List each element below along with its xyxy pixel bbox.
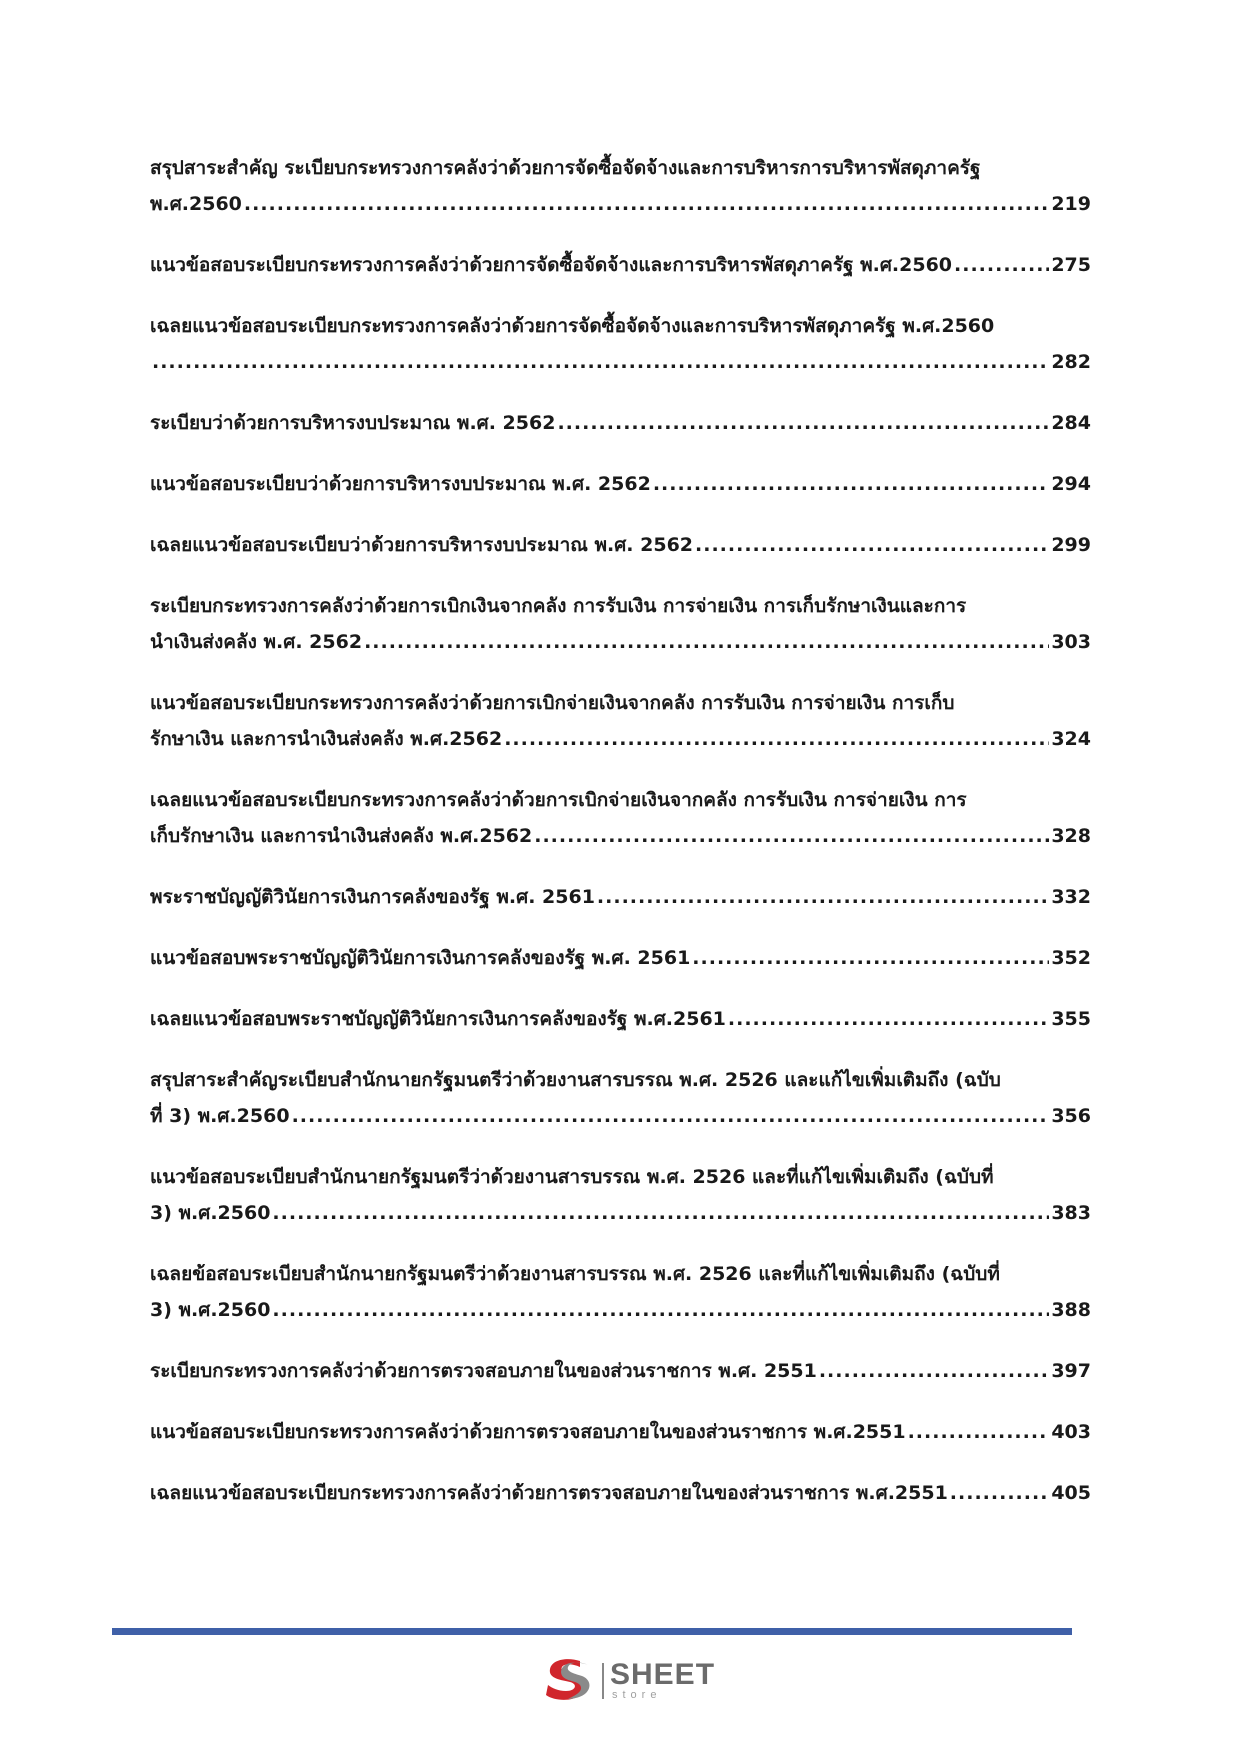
toc-page-number: 284: [1051, 412, 1091, 434]
toc-entry-title-line: ระเบียบกระทรวงการคลังว่าด้วยการเบิกเงินจากคลัง การรับเงิน การจ่ายเงิน การเก็บรักษาเงินและการ: [150, 595, 967, 617]
sheet-store-logo: [540, 1655, 716, 1705]
toc-page-number: 355: [1051, 1008, 1091, 1030]
toc-entry-title-end: นำเงินส่งคลัง พ.ศ. 2562: [150, 631, 363, 653]
toc-entry[interactable]: [150, 405, 1091, 441]
toc-entry[interactable]: [150, 1159, 1091, 1231]
toc-entry[interactable]: [150, 940, 1091, 976]
toc-page-number: 388: [1051, 1299, 1091, 1321]
dot-leader: [272, 1195, 1049, 1231]
toc-entry-title-line: สรุปสาระสำคัญ ระเบียบกระทรวงการคลังว่าด้วยการจัดซื้อจัดจ้างและการบริหารการบริหารพัสดุภาครัฐ: [150, 157, 981, 179]
toc-page-number: 328: [1051, 825, 1091, 847]
toc-entry[interactable]: [150, 308, 1091, 380]
toc-entry-title-end: เฉลยแนวข้อสอบระเบียบว่าด้วยการบริหารงบประมาณ พ.ศ. 2562: [150, 534, 694, 556]
dot-leader: [534, 818, 1049, 854]
toc-entry-title-end: เฉลยแนวข้อสอบพระราชบัญญัติวินัยการเงินการคลังของรัฐ พ.ศ.2561: [150, 1008, 726, 1030]
toc-entry-title-end: 3) พ.ศ.2560: [150, 1202, 271, 1224]
dot-leader: [692, 940, 1049, 976]
toc-entry[interactable]: [150, 1475, 1091, 1511]
toc-entry-title-end: พ.ศ.2560: [150, 193, 242, 215]
toc-page-number: 219: [1051, 193, 1091, 215]
dot-leader: [597, 879, 1049, 915]
dot-leader: [244, 186, 1049, 222]
toc-entry-title-end: รักษาเงิน และการนำเงินส่งคลัง พ.ศ.2562: [150, 728, 503, 750]
dot-leader: [152, 344, 1049, 380]
dot-leader: [819, 1353, 1050, 1389]
toc-page-number: 352: [1051, 947, 1091, 969]
toc-entry-title-end: เฉลยแนวข้อสอบระเบียบกระทรวงการคลังว่าด้วยการตรวจสอบภายในของส่วนราชการ พ.ศ.2551: [150, 1482, 948, 1504]
toc-entry-title-end: เก็บรักษาเงิน และการนำเงินส่งคลัง พ.ศ.2562: [150, 825, 533, 847]
dot-leader: [950, 1475, 1050, 1511]
toc-page-number: 275: [1051, 254, 1091, 276]
toc-page-number: 299: [1051, 534, 1091, 556]
toc-entry[interactable]: [150, 782, 1091, 854]
toc-entry[interactable]: [150, 1062, 1091, 1134]
toc-entry-title-line: แนวข้อสอบระเบียบกระทรวงการคลังว่าด้วยการเบิกจ่ายเงินจากคลัง การรับเงิน การจ่ายเงิน การเก็บ: [150, 692, 955, 714]
toc-page-number: 405: [1051, 1482, 1091, 1504]
dot-leader: [557, 405, 1049, 441]
toc-page-number: 282: [1051, 351, 1091, 373]
dot-leader: [364, 624, 1049, 660]
toc-entry-title-line: เฉลยแนวข้อสอบระเบียบกระทรวงการคลังว่าด้วยการเบิกจ่ายเงินจากคลัง การรับเงิน การจ่ายเงิน การ: [150, 789, 967, 811]
toc-entry[interactable]: [150, 1001, 1091, 1037]
toc-entry[interactable]: [150, 588, 1091, 660]
toc-page-number: 397: [1051, 1360, 1091, 1382]
dot-leader: [908, 1414, 1050, 1450]
toc-page-number: 303: [1051, 631, 1091, 653]
toc-entry-title-end: แนวข้อสอบระเบียบกระทรวงการคลังว่าด้วยการจัดซื้อจัดจ้างและการบริหารพัสดุภาครัฐ พ.ศ.2560: [150, 254, 953, 276]
toc-entry[interactable]: [150, 1256, 1091, 1328]
toc-entry-title-end: พระราชบัญญัติวินัยการเงินการคลังของรัฐ พ.ศ. 2561: [150, 886, 595, 908]
toc-entry[interactable]: [150, 1414, 1091, 1450]
dot-leader: [653, 466, 1050, 502]
toc-entry-title-end: แนวข้อสอบพระราชบัญญัติวินัยการเงินการคลังของรัฐ พ.ศ. 2561: [150, 947, 691, 969]
toc-page-number: 383: [1051, 1202, 1091, 1224]
toc-entry-title-end: ระเบียบว่าด้วยการบริหารงบประมาณ พ.ศ. 2562: [150, 412, 556, 434]
dot-leader: [695, 527, 1049, 563]
toc-entry-title-line: เฉลยแนวข้อสอบระเบียบกระทรวงการคลังว่าด้วยการจัดซื้อจัดจ้างและการบริหารพัสดุภาครัฐ พ.ศ.2560: [150, 315, 995, 337]
toc-entry-title-end: แนวข้อสอบระเบียบว่าด้วยการบริหารงบประมาณ พ.ศ. 2562: [150, 473, 651, 495]
toc-entry[interactable]: [150, 1353, 1091, 1389]
toc-entry[interactable]: [150, 150, 1091, 222]
toc-page-number: 324: [1051, 728, 1091, 750]
dot-leader: [954, 247, 1049, 283]
dot-leader: [272, 1292, 1049, 1328]
dot-leader: [504, 721, 1049, 757]
sheet-store-logo-icon: [540, 1655, 596, 1705]
logo-wordmark: SHEET: [610, 1658, 716, 1691]
toc-entry[interactable]: [150, 685, 1091, 757]
table-of-contents: [150, 150, 1091, 1536]
toc-entry-title-line: เฉลยข้อสอบระเบียบสำนักนายกรัฐมนตรีว่าด้วยงานสารบรรณ พ.ศ. 2526 และที่แก้ไขเพิ่มเติมถึง (ฉบับที่: [150, 1263, 1000, 1285]
toc-page-number: 332: [1051, 886, 1091, 908]
toc-entry-title-end: ระเบียบกระทรวงการคลังว่าด้วยการตรวจสอบภายในของส่วนราชการ พ.ศ. 2551: [150, 1360, 817, 1382]
logo-separator: [602, 1663, 604, 1699]
toc-entry[interactable]: [150, 527, 1091, 563]
toc-entry[interactable]: [150, 247, 1091, 283]
toc-entry[interactable]: [150, 879, 1091, 915]
toc-entry-title-end: แนวข้อสอบระเบียบกระทรวงการคลังว่าด้วยการตรวจสอบภายในของส่วนราชการ พ.ศ.2551: [150, 1421, 906, 1443]
toc-entry-title-line: แนวข้อสอบระเบียบสำนักนายกรัฐมนตรีว่าด้วยงานสารบรรณ พ.ศ. 2526 และที่แก้ไขเพิ่มเติมถึง (ฉบับที่: [150, 1166, 994, 1188]
toc-page-number: 403: [1051, 1421, 1091, 1443]
dot-leader: [292, 1098, 1050, 1134]
toc-entry-title-line: สรุปสาระสำคัญระเบียบสำนักนายกรัฐมนตรีว่าด้วยงานสารบรรณ พ.ศ. 2526 และแก้ไขเพิ่มเติมถึง (ฉบับ: [150, 1069, 1001, 1091]
dot-leader: [728, 1001, 1049, 1037]
toc-entry[interactable]: [150, 466, 1091, 502]
toc-page-number: 356: [1051, 1105, 1091, 1127]
toc-page-number: 294: [1051, 473, 1091, 495]
toc-entry-title-end: 3) พ.ศ.2560: [150, 1299, 271, 1321]
footer-divider: [112, 1628, 1072, 1635]
logo-subtext: store: [612, 1689, 662, 1701]
toc-entry-title-end: ที่ 3) พ.ศ.2560: [150, 1105, 290, 1127]
